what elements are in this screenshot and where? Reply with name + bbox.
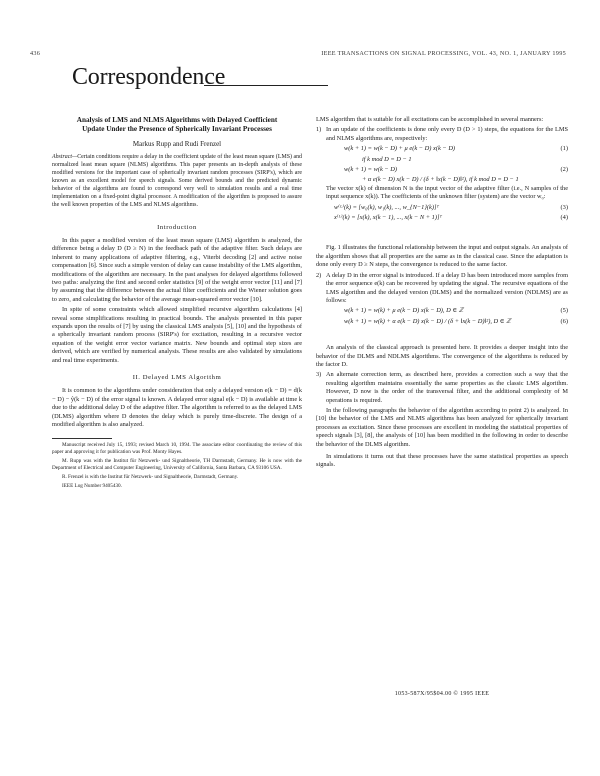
- abstract-text: Certain conditions require a delay in the coefficient update of the least mean square (LMS) and normalized least mean square (NLMS) algorithms. This paper presents an in-depth analysis of these modified versions for the important case of spherically invariant random processes (SIRP's), which are known as an excellent model for speech signals. Some derived bounds and the predicted dynamic behavior of the algorithms are found to correspond very well to simulation results and a real time implementation on a fixed-point digital processor. A modification of the algorithm is proposed to assure the well known properties of the LMS and NLMS algorithms.: [52, 154, 302, 208]
- list-marker: 1): [316, 126, 322, 134]
- abstract: [52, 154, 302, 209]
- abstract-label: Abstract—: [52, 154, 78, 161]
- right-paragraph: Fig. 1 illustrates the functional relationship between the input and output signals. An analysis of the algorithm shows that all properties are the same as in the classical case. Since the adaptation is done only every D ≥ N steps, the convergence is reduced to the same factor.: [316, 244, 568, 269]
- section-2-heading: II. Delayed LMS Algorithm: [132, 374, 222, 382]
- right-paragraph: In simulations it turns out that these processes have the same statistical properties as speech signals.: [316, 453, 568, 469]
- equation-6: [326, 318, 568, 326]
- equation-body: w(k + 1) = w(k − D) + μ e(k − D) x(k − D): [344, 145, 456, 153]
- list-marker: 3): [316, 371, 322, 379]
- equation-number: (2): [560, 166, 568, 174]
- list-item: [316, 371, 568, 405]
- equation-body: w(k + 1) = w(k) + μ e(k − D) x(k − D), D ∈ ℤ: [344, 307, 464, 315]
- equation-1: [326, 145, 568, 153]
- equation-5: [326, 307, 568, 315]
- equation-number: (4): [560, 214, 568, 222]
- equation-number: (3): [560, 203, 568, 211]
- title-rule: [204, 85, 328, 86]
- running-head: IEEE TRANSACTIONS ON SIGNAL PROCESSING, VOL. 43, NO. 1, JANUARY 1995: [321, 50, 566, 57]
- equation-body: w(k + 1) = w(k) + α e(k − D) x(k − D) / (δ + ‖x(k − D)‖²), D ∈ ℤ: [344, 317, 511, 325]
- list-item: [316, 272, 568, 306]
- left-column: [52, 116, 302, 492]
- equation-body: x⁽ᴸ⁾(k) = [x(k), x(k − 1), ..., x(k − N + 1)]ᵀ: [334, 214, 442, 222]
- paper-authors: Markus Rupp and Rudi Frenzel: [132, 139, 222, 148]
- paper-title: Analysis of LMS and NLMS Algorithms with Delayed Coefficient Update Under the Presence of Spherically Invariant Processes: [76, 116, 278, 134]
- issn-copyright-line: 1053-587X/95$04.00 © 1995 IEEE: [394, 691, 490, 697]
- equation-number: (5): [560, 307, 568, 315]
- footnote: R. Frenzel is with the Institut für Netzwerk- und Signaltheorie, Darmstadt, Germany.: [62, 473, 239, 480]
- right-paragraph: In the following paragraphs the behavior of the algorithm according to point 2) is analyzed. In [10] the behavior of the LMS and NLMS algorithms has been analyzed for spherically invariant processes as excitation. Since these processes are excellent in modeling the statistical properties of speech signals [3], [8], the analysis of [10] has been modified in the following in order to describe the behavior of the DLMS algorithm.: [316, 406, 568, 448]
- right-intro-text: LMS algorithm that is suitable for all excitations can be accomplished in several manners:: [316, 116, 544, 123]
- list-item-text: A delay D in the error signal is introduced. If a delay D has been introduced more samples from the error sequence e(k) can be recovered by updating the signal. The recursive equations of the LMS algorithm and the delayed version (DLMS) and the normalized version (NDLMS) are as follows:: [326, 271, 568, 304]
- equation-group: [326, 307, 568, 326]
- section-title: Correspondence: [72, 64, 226, 90]
- intro-heading: Introduction: [157, 223, 197, 231]
- equation-number: (6): [560, 317, 568, 325]
- footnote-rule: [52, 438, 112, 439]
- intro-paragraph: In spite of some constraints which allowed simplified recursive algorithm calculations [4] reveal some simplifications resulting in practical bounds. The analysis presented in this paper expands upon the results of [7] by using the classical LMS analysis [5], [10] and the hypothesis of a spherically invariant random process (SIRP's) for excitation, resulting in a recursive vector equation of the weight error vector variance matrix. New bounds and optimal step sizes are derived, which are verified by numerical analysis. These results are also validated by simulations and real time experiments.: [52, 306, 302, 364]
- list-item-text: In an update of the coefficients is done only every D (D > 1) steps, the equations for the LMS and NLMS algorithms are, respectively:: [326, 126, 568, 142]
- equation-group: [326, 145, 568, 185]
- equation-continuation: + α e(k − D) x(k − D) / (δ + ‖x(k − D)‖²), if k mod D = D − 1: [362, 176, 519, 184]
- intro-paragraph: In this paper a modified version of the least mean square (LMS) algorithm is analyzed, the difference being a delay D (D ≥ N) in the feedback path of the adaptive filter. Such delays are inherent to many applications of adaptive filtering, e.g., Viterbi decoding [2] and active noise compensation [6]. Since such a simple version of delay can cause instability of the LMS algorithm, modifications of the algorithm are necessary. In the past analyses for delayed algorithms followed two paths: analyzing the first and second order statistics [9] of the weight error vector [11] and [7] by assuming that the difference between the actual filter coefficients and the Wiener solution goes to zero, and calculating the behavior of the average mean-squared error vector [10].: [52, 236, 302, 303]
- page-number: 436: [30, 50, 41, 57]
- equation-2: [326, 166, 568, 174]
- right-paragraph: An analysis of the classical approach is presented here. It provides a deeper insight into the behavior of the DLMS and NDLMS algorithms. The convergence of the algorithms is reduced by the factor D.: [316, 344, 568, 368]
- right-column: [316, 116, 568, 472]
- footnote: IEEE Log Number 9405430.: [62, 482, 122, 489]
- footnote: M. Rupp was with the Institut für Netzwerk- und Signaltheorie, TH Darmstadt, Germany. He is now with the Department of Electrical and Computer Engineering, University of California, Santa Barbara, CA 93106 USA.: [52, 457, 302, 471]
- section-2-paragraph: It is common to the algorithms under consideration that only a delayed version e(k − D) = d(k − D) − ŷ(k − D) of the error signal is known. A delayed error signal e(k − D) is available at time k due to the additional delay D of the adaptive filter. The algorithm is referred to as the delayed LMS (DLMS) algorithm where D denotes the delay which is purely time-discrete. The design of a modified algorithm is also analyzed.: [52, 387, 302, 429]
- equation-3: [316, 204, 568, 212]
- list-item: [316, 126, 568, 143]
- footnote: Manuscript received July 15, 1993; revised March 10, 1994. The associate editor coordinating the review of this paper and approving it for publication was Prof. Monty Hayes.: [52, 441, 302, 455]
- equation-4: [316, 214, 568, 222]
- list-item-text: An alternate correction term, as described here, provides a correction such a way that the resulting algorithm maintains essentially the same properties as the classic LMS algorithm. However, D now is the order of the transversal filter, and the additional complexity of M operations is required.: [326, 371, 568, 404]
- equation-number: (1): [560, 145, 568, 153]
- equation-body: w(k + 1) = w(k − D): [344, 166, 398, 174]
- right-paragraph: The vector x(k) of dimension N is the input vector of the adaptive filter (i.e., N samples of the input sequence x(k)). The coefficients of the unknown filter (system) are the vector w₀:: [326, 184, 568, 201]
- equation-body: w⁽ᴸ⁾(k) = [w₀(k), w₁(k), ..., w_{N−1}(k)]ᵀ: [334, 203, 439, 211]
- list-marker: 2): [316, 271, 322, 279]
- equation-continuation: if k mod D = D − 1: [362, 155, 412, 163]
